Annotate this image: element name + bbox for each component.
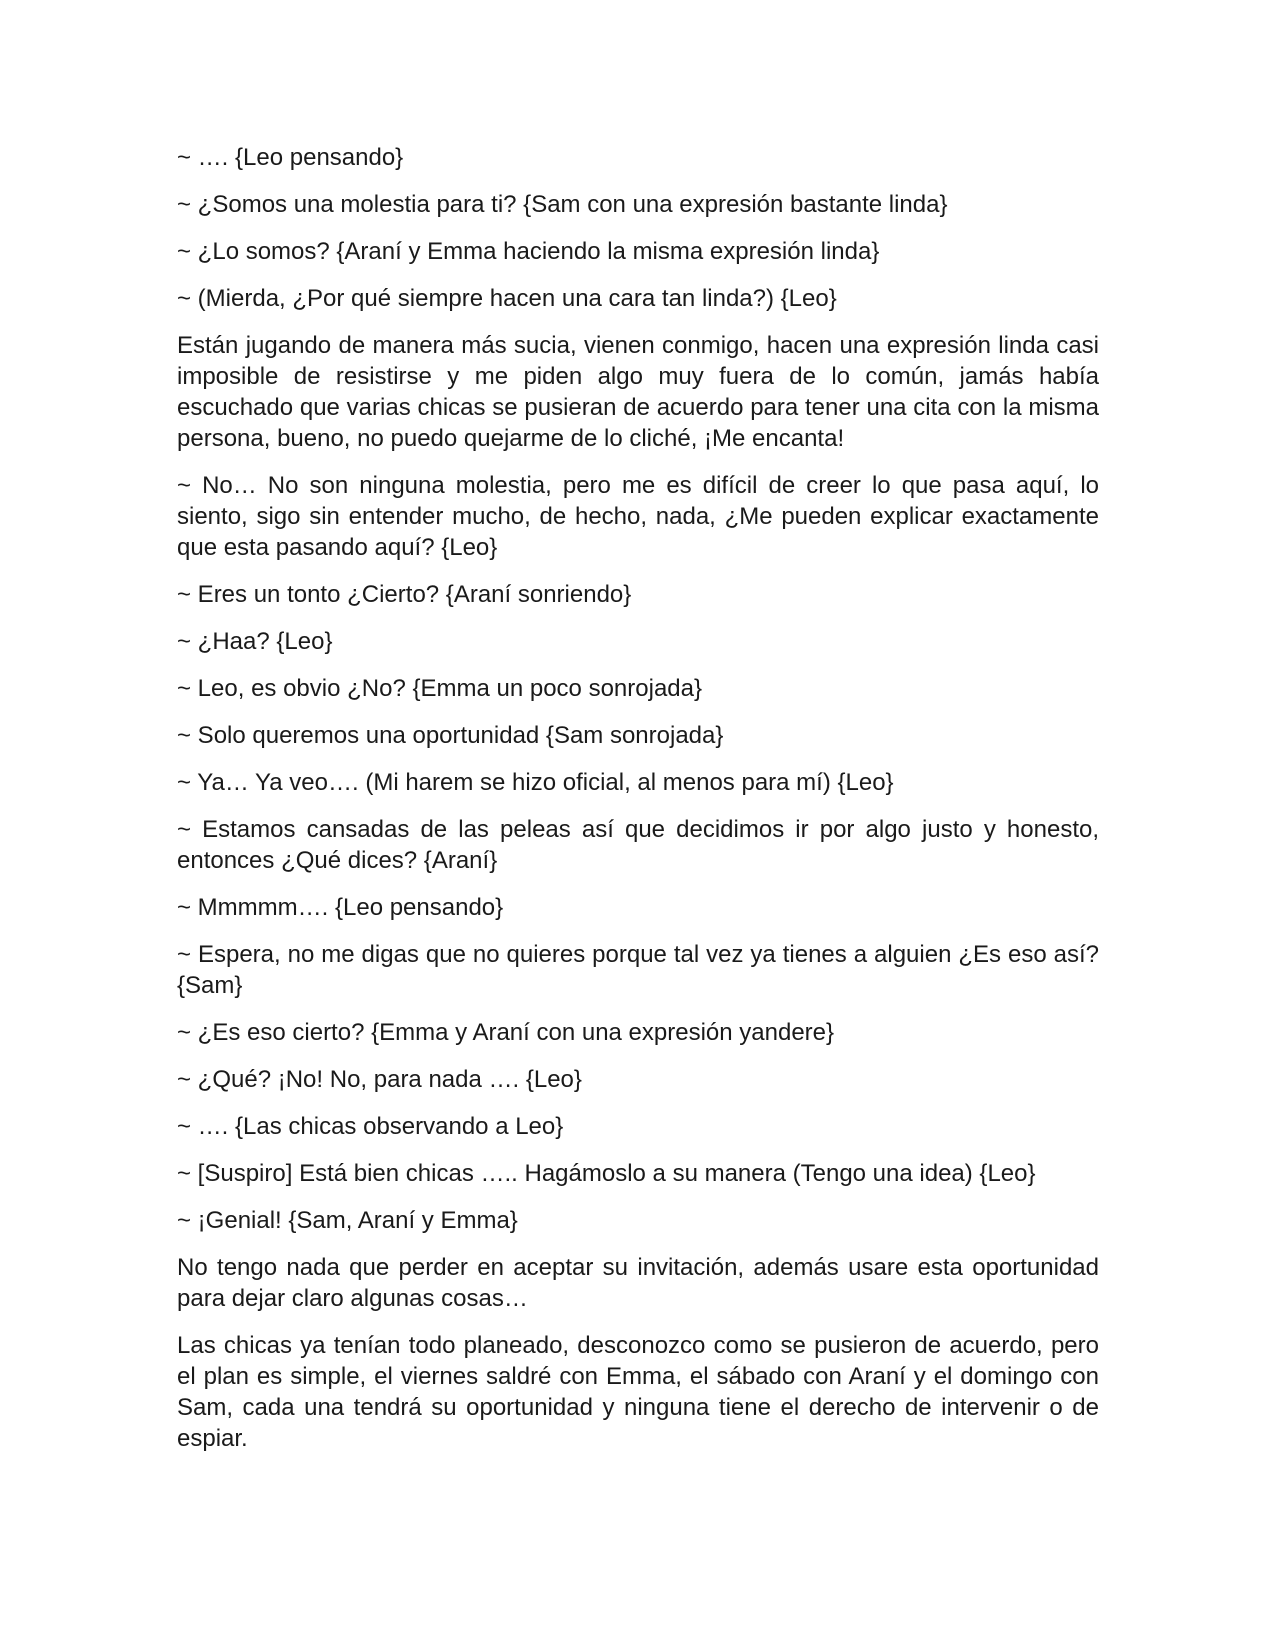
narration-paragraph: Están jugando de manera más sucia, vienen conmigo, hacen una expresión linda casi imposible de resistirse y me piden algo muy fuera de lo común, jamás había escuchado que varias chicas se pusieran de acuerdo para tener una cita con la misma persona, bueno, no puedo quejarme de lo cliché, ¡Me encanta!	[177, 332, 1099, 452]
dialogue-line: ~ ¿Es eso cierto? {Emma y Araní con una expresión yandere}	[177, 1019, 835, 1046]
dialogue-line: ~ Solo queremos una oportunidad {Sam sonrojada}	[177, 722, 724, 749]
dialogue-line: ~ No… No son ninguna molestia, pero me es difícil de creer lo que pasa aquí, lo siento, sigo sin entender mucho, de hecho, nada, ¿Me pueden explicar exactamente que esta pasando aquí? {Leo}	[177, 472, 1099, 561]
dialogue-line: ~ ¿Qué? ¡No! No, para nada …. {Leo}	[177, 1066, 582, 1093]
dialogue-line: ~ [Suspiro] Está bien chicas ….. Hagámoslo a su manera (Tengo una idea) {Leo}	[177, 1160, 1036, 1187]
dialogue-line: ~ ¿Haa? {Leo}	[177, 628, 333, 655]
dialogue-line: ~ ¿Lo somos? {Araní y Emma haciendo la misma expresión linda}	[177, 238, 880, 265]
dialogue-line: ~ Leo, es obvio ¿No? {Emma un poco sonrojada}	[177, 675, 702, 702]
dialogue-line: ~ Estamos cansadas de las peleas así que decidimos ir por algo justo y honesto, entonces ¿Qué dices? {Araní}	[177, 816, 1099, 874]
narration-paragraph: No tengo nada que perder en aceptar su invitación, además usare esta oportunidad para dejar claro algunas cosas…	[177, 1254, 1099, 1312]
dialogue-line: ~ …. {Las chicas observando a Leo}	[177, 1113, 564, 1140]
dialogue-line: ~ ¿Somos una molestia para ti? {Sam con una expresión bastante linda}	[177, 191, 948, 218]
narration-paragraph: Las chicas ya tenían todo planeado, desconozco como se pusieron de acuerdo, pero el plan es simple, el viernes saldré con Emma, el sábado con Araní y el domingo con Sam, cada una tendrá su oportunidad y ninguna tiene el derecho de intervenir o de espiar.	[177, 1332, 1099, 1452]
dialogue-line: ~ Mmmmm…. {Leo pensando}	[177, 894, 504, 921]
document-page	[177, 142, 1099, 1470]
dialogue-line: ~ (Mierda, ¿Por qué siempre hacen una cara tan linda?) {Leo}	[177, 285, 837, 312]
dialogue-line: ~ …. {Leo pensando}	[177, 144, 404, 171]
dialogue-line: ~ Espera, no me digas que no quieres porque tal vez ya tienes a alguien ¿Es eso así? {Sam}	[177, 941, 1099, 999]
dialogue-line: ~ ¡Genial! {Sam, Araní y Emma}	[177, 1207, 518, 1234]
dialogue-line: ~ Eres un tonto ¿Cierto? {Araní sonriendo}	[177, 581, 632, 608]
dialogue-line: ~ Ya… Ya veo…. (Mi harem se hizo oficial, al menos para mí) {Leo}	[177, 769, 894, 796]
